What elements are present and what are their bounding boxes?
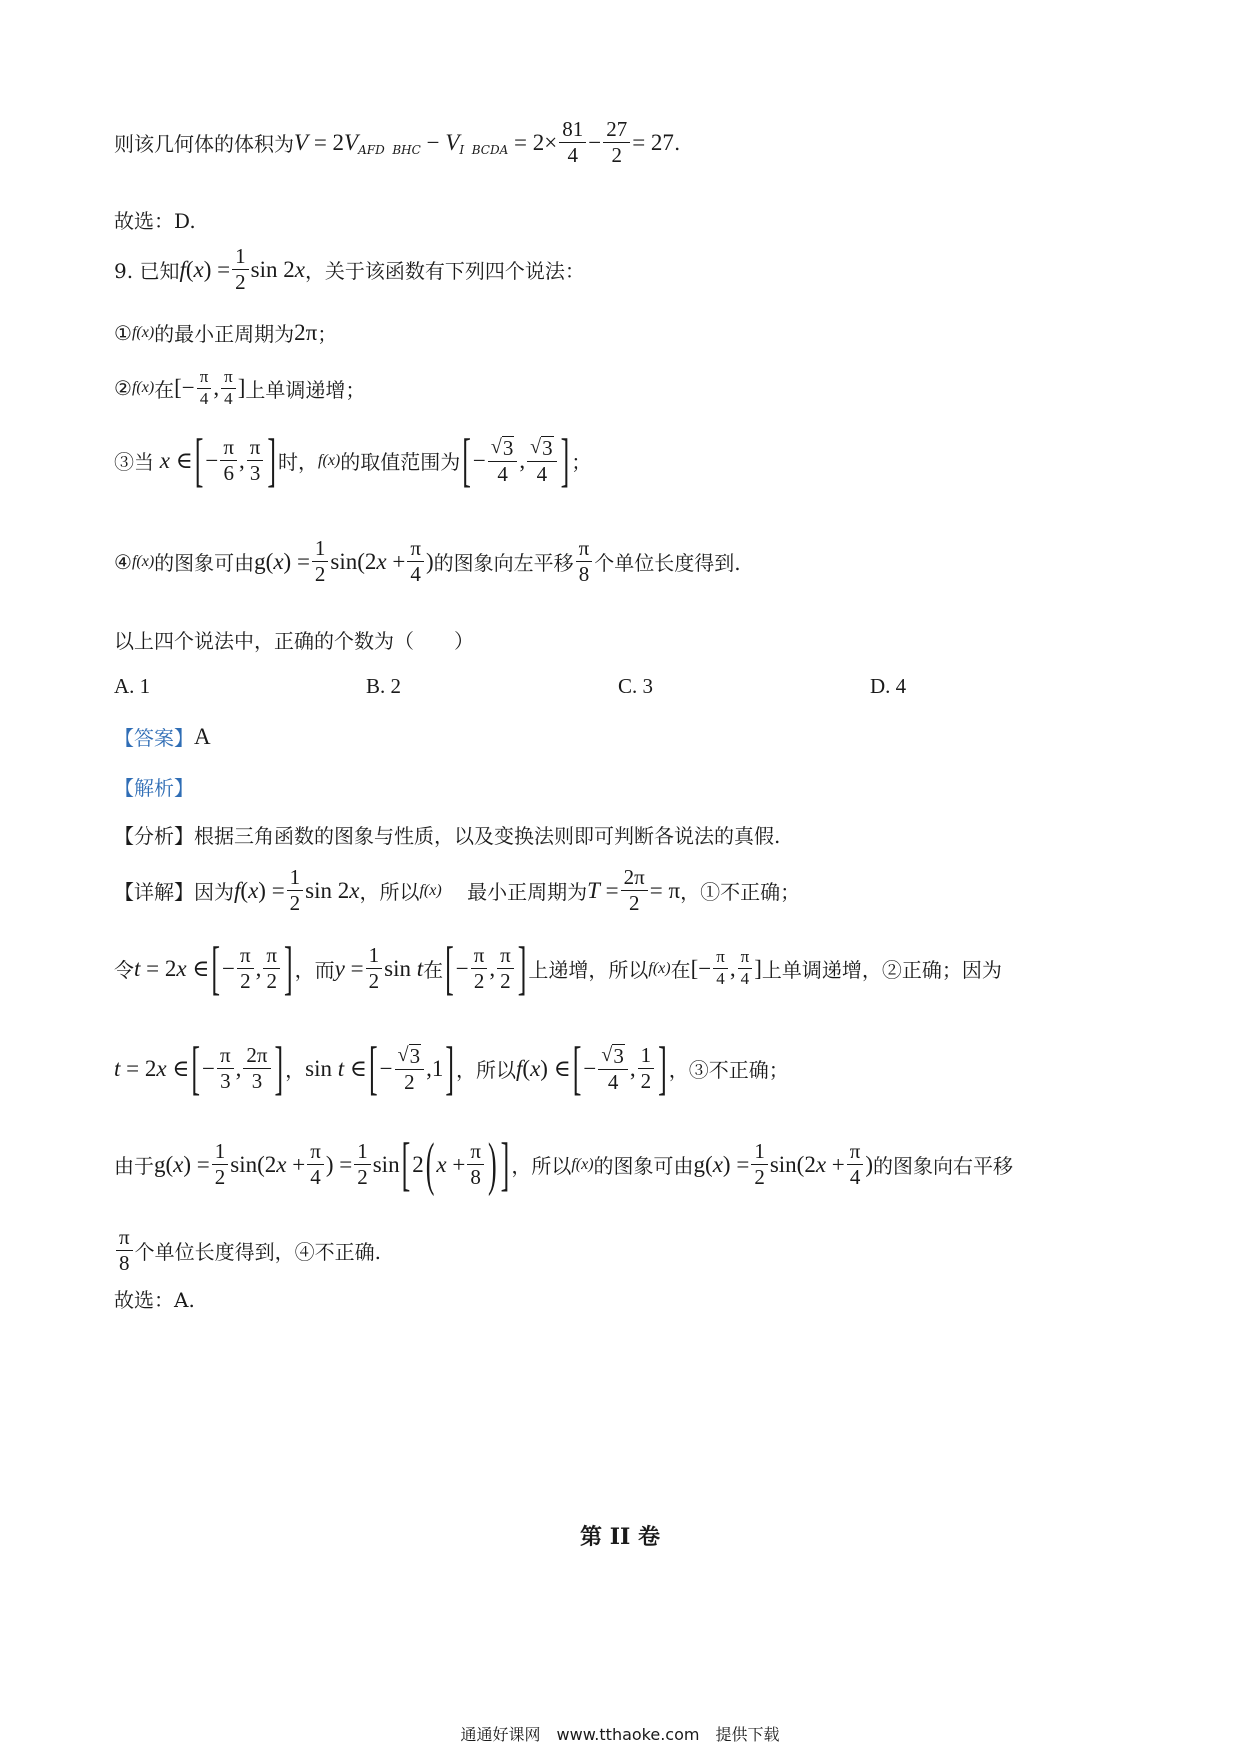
question-text: 以上四个说法中，正确的个数为（ ） (114, 629, 474, 653)
choice-final: 故选：A. (114, 1288, 195, 1312)
statement-1: ① f(x) 的最小正周期为 2π ； (114, 319, 338, 346)
option-d[interactable]: D. 4 (870, 674, 907, 698)
section-title: 第 II 卷 (580, 1524, 660, 1550)
detail-line-5: $\frac{\pi}{8}$ 个单位长度得到，④不正确. (114, 1226, 381, 1275)
option-a[interactable]: A. 1 (114, 674, 151, 698)
answer-line (114, 722, 211, 751)
volume-line: 则该几何体的体积为 V = 2V AFD BHC − V I BCDA = 2× $\frac{81}{4}$ − $\frac{27}{2}$ = 27 . (114, 117, 681, 168)
option-c[interactable]: C. 3 (618, 674, 654, 698)
detail-line-3: t = 2x ∈ [ − $\frac{\pi}{3}$ , $\frac{2\pi}{3}$ ] ， sin t ∈ [ − √ 3 2 ,1 ] ，所以 f(x) ∈ [ − √ 3 4 , $\frac{1}{2}$ ] ，③不正确； (114, 1034, 789, 1101)
answer-value: A (194, 723, 211, 749)
q9-number: 9. 已知 (114, 259, 180, 284)
volume-label: 则该几何体的体积为 (114, 132, 294, 157)
footer: 通通好课网 www.tthaoke.com 提供下载 (460, 1725, 780, 1744)
choice-prev: 故选：D. (114, 209, 196, 233)
statement-2: ② f(x) 在 [− $\frac{\pi}{4}$ , $\frac{\pi}{4}$ ] 上单调递增； (114, 367, 366, 408)
analysis-tag: 【解析】 (114, 776, 194, 800)
detail-line-1: 【详解】因为 f(x) = $\frac{1}{2}$ sin 2x ，所以 f(x) 最小正周期为 T = $\frac{2\pi}{2}$ = π ，①不正确； (114, 865, 801, 916)
detail-line-4: 由于 g(x) = $\frac{1}{2}$ sin(2x + $\frac{\pi}{4}$ ) = $\frac{1}{2}$ sin [ 2 ( x + $\frac{\pi}{8}$ ) ] ，所以 f(x) 的图象可由 g(x) = $\frac{1}{2}$ sin(2x + $\frac{\pi}{4}$ ) 的图象向右平移 (114, 1130, 1014, 1197)
fenxi-line: 【分析】根据三角函数的图象与性质，以及变换法则即可判断各说法的真假. (114, 824, 781, 848)
volume-formula: V (294, 129, 309, 155)
fraction: $\frac{1}{2}$ (232, 245, 249, 294)
detail-line-2: 令 t = 2x ∈ [ − $\frac{\pi}{2}$ , $\frac{\pi}{2}$ ] ，而 y = $\frac{1}{2}$ sin t 在 [ − $\frac{\pi}{2}$ , $\frac{\pi}{2}$ ] 上递增，所以 f(x) 在 [− $\frac{\pi}{4}$ , $\frac{\pi}{4}$ ] 上单调递增，②正确；因为 (114, 934, 1002, 1001)
fraction: $\frac{27}{2}$ (603, 118, 630, 167)
statement-4: ④ f(x) 的图象可由 g(x) = $\frac{1}{2}$ sin(2x + $\frac{\pi}{4}$ ) 的图象向左平移 $\frac{\pi}{8}$ 个单位长度得到. (114, 536, 741, 587)
q9-stem: 9. 已知 f(x) = $\frac{1}{2}$ sin 2x ，关于该函数有下列四个说法： (114, 244, 585, 295)
answer-tag: 【答案】 (114, 726, 194, 750)
fraction: $\frac{81}{4}$ (559, 118, 586, 167)
option-b[interactable]: B. 2 (366, 674, 402, 698)
statement-3: ③当 x ∈ [ − $\frac{\pi}{6}$ , $\frac{\pi}{3}$ ] 时， f(x) 的取值范围为 [ − √ 3 4 , √ 3 4 ] ； (114, 426, 592, 493)
